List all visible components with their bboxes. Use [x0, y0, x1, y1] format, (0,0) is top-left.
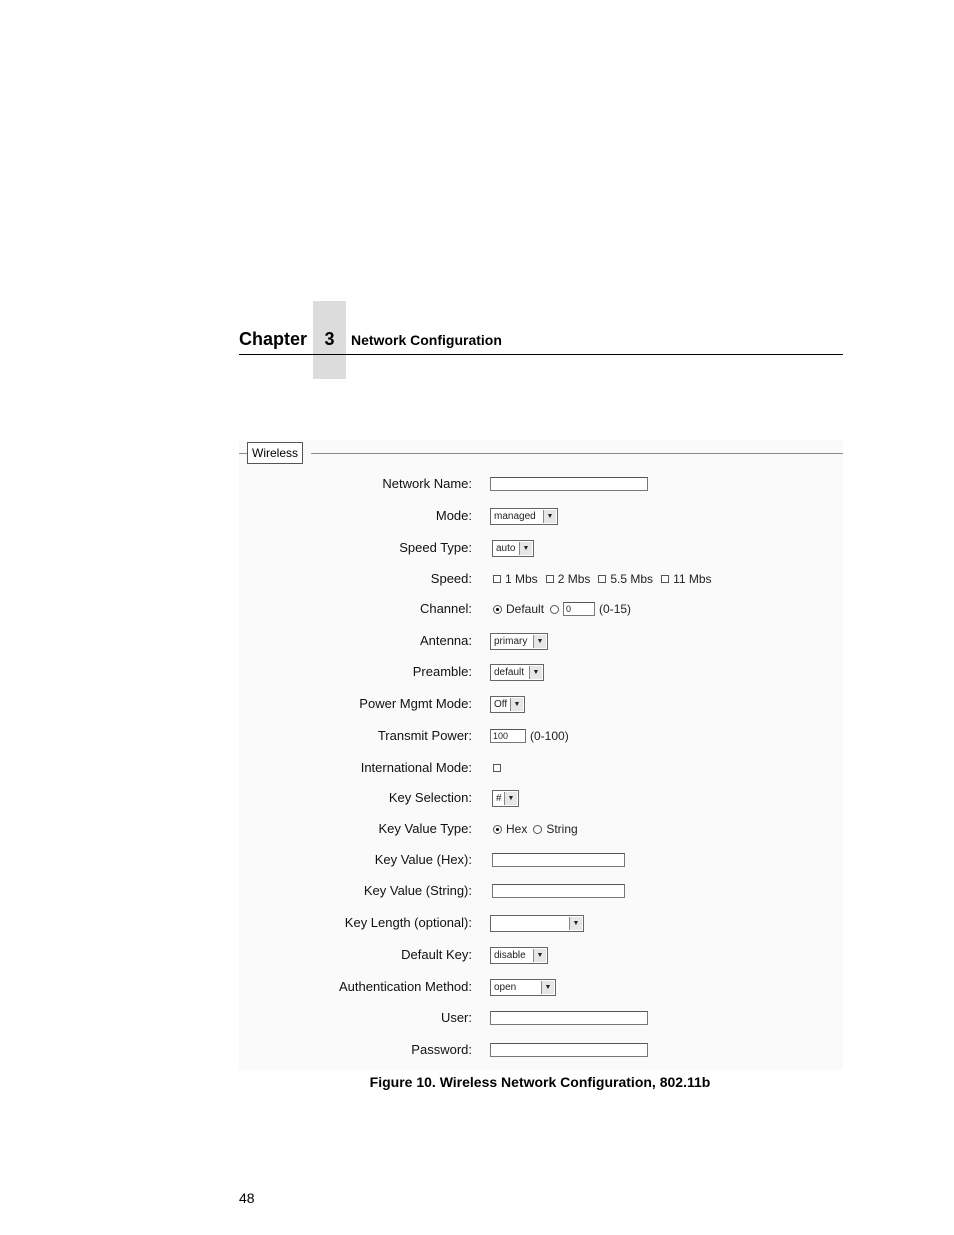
chevron-down-icon: ▼ [519, 542, 532, 555]
network-name-input[interactable] [490, 477, 648, 491]
power-mgmt-row [239, 692, 843, 716]
default-key-value: disable [494, 949, 526, 961]
default-key-select[interactable] [490, 947, 548, 964]
default-key-label: Default Key: [401, 947, 472, 962]
channel-default-label: Default [506, 602, 545, 616]
antenna-row [239, 629, 843, 653]
speed-1mbs-checkbox[interactable] [493, 575, 501, 583]
transmit-power-row [239, 724, 843, 748]
key-type-string-label: String [546, 822, 578, 836]
speed-type-label: Speed Type: [399, 540, 472, 555]
speed-option-label: 1 Mbs [505, 572, 538, 586]
key-selection-value: # [496, 792, 502, 804]
antenna-value: primary [494, 635, 528, 647]
auth-method-value: open [494, 981, 517, 993]
password-label: Password: [411, 1042, 472, 1057]
user-label: User: [440, 1010, 472, 1025]
auth-method-label: Authentication Method: [339, 979, 472, 994]
speed-option-label: 11 Mbs [673, 572, 712, 586]
power-mgmt-select[interactable] [490, 696, 525, 713]
key-value-type-row [239, 817, 843, 841]
transmit-power-input[interactable]: 100 [490, 729, 526, 743]
network-name-row [239, 472, 843, 496]
key-value-hex-row [239, 848, 843, 872]
channel-row [239, 597, 843, 621]
network-name-label: Network Name: [382, 476, 472, 491]
channel-range: (0-15) [599, 602, 632, 616]
key-value-type-label: Key Value Type: [378, 821, 472, 836]
speed-type-row [239, 536, 843, 560]
key-value-string-row [239, 879, 843, 903]
international-mode-row [239, 756, 843, 780]
preamble-row [239, 660, 843, 684]
channel-default-radio[interactable] [493, 605, 502, 614]
speed-option-label: 5.5 Mbs [610, 572, 654, 586]
chevron-down-icon: ▼ [543, 510, 556, 523]
power-mgmt-value: Off [494, 698, 508, 710]
chapter-number: 3 [324, 329, 335, 349]
chapter-word: Chapter [239, 329, 308, 349]
key-type-string-radio[interactable] [533, 825, 542, 834]
speed-label: Speed: [430, 571, 472, 586]
chevron-down-icon: ▼ [541, 981, 554, 994]
key-selection-select[interactable] [492, 790, 519, 807]
mode-row [239, 504, 843, 528]
speed-5-5mbs-checkbox[interactable] [598, 575, 606, 583]
antenna-label: Antenna: [419, 633, 472, 648]
chevron-down-icon: ▼ [569, 917, 582, 930]
chevron-down-icon: ▼ [510, 698, 523, 711]
international-mode-label: International Mode: [360, 760, 472, 775]
auth-method-select[interactable] [490, 979, 556, 996]
chevron-down-icon: ▼ [504, 792, 517, 805]
wireless-legend: Wireless [247, 442, 303, 464]
key-selection-label: Key Selection: [388, 790, 472, 805]
user-row [239, 1006, 843, 1030]
key-value-hex-label: Key Value (Hex): [374, 852, 472, 867]
speed-row [239, 567, 843, 591]
chevron-down-icon: ▼ [533, 635, 546, 648]
channel-label: Channel: [419, 601, 472, 616]
channel-input[interactable]: 0 [563, 602, 595, 616]
auth-method-row [239, 975, 843, 999]
header-rule [239, 354, 843, 355]
figure-caption: Figure 10. Wireless Network Configuration, 802.11b [369, 1074, 711, 1090]
chevron-down-icon: ▼ [533, 949, 546, 962]
mode-select[interactable] [490, 508, 558, 525]
password-row [239, 1038, 843, 1062]
antenna-select[interactable] [490, 633, 548, 650]
key-value-string-label: Key Value (String): [363, 883, 472, 898]
key-length-row [239, 911, 843, 935]
speed-type-select[interactable] [492, 540, 534, 557]
key-value-hex-input[interactable] [492, 853, 625, 867]
speed-2mbs-checkbox[interactable] [546, 575, 554, 583]
key-value-string-input[interactable] [492, 884, 625, 898]
key-selection-row [239, 786, 843, 810]
speed-11mbs-checkbox[interactable] [661, 575, 669, 583]
power-mgmt-label: Power Mgmt Mode: [359, 696, 472, 711]
mode-value: managed [494, 510, 536, 522]
speed-option-label: 2 Mbs [557, 572, 591, 586]
default-key-row [239, 943, 843, 967]
key-length-label: Key Length (optional): [344, 915, 472, 930]
preamble-label: Preamble: [412, 664, 472, 679]
key-type-hex-label: Hex [506, 822, 528, 836]
user-input[interactable] [490, 1011, 648, 1025]
speed-type-value: auto [496, 542, 516, 554]
transmit-power-range: (0-100) [530, 729, 569, 743]
key-length-select[interactable] [490, 915, 584, 932]
preamble-value: default [494, 666, 525, 678]
key-type-hex-radio[interactable] [493, 825, 502, 834]
international-mode-checkbox[interactable] [493, 764, 501, 772]
chapter-title: Network Configuration [351, 332, 502, 348]
wireless-config-panel [239, 440, 843, 1070]
transmit-power-label: Transmit Power: [377, 728, 472, 743]
preamble-select[interactable] [490, 664, 544, 681]
group-border-right [311, 453, 843, 454]
page-number: 48 [239, 1190, 255, 1206]
chevron-down-icon: ▼ [529, 666, 542, 679]
channel-custom-radio[interactable] [550, 605, 559, 614]
mode-label: Mode: [435, 508, 472, 523]
group-border-left [239, 453, 247, 454]
password-input[interactable] [490, 1043, 648, 1057]
